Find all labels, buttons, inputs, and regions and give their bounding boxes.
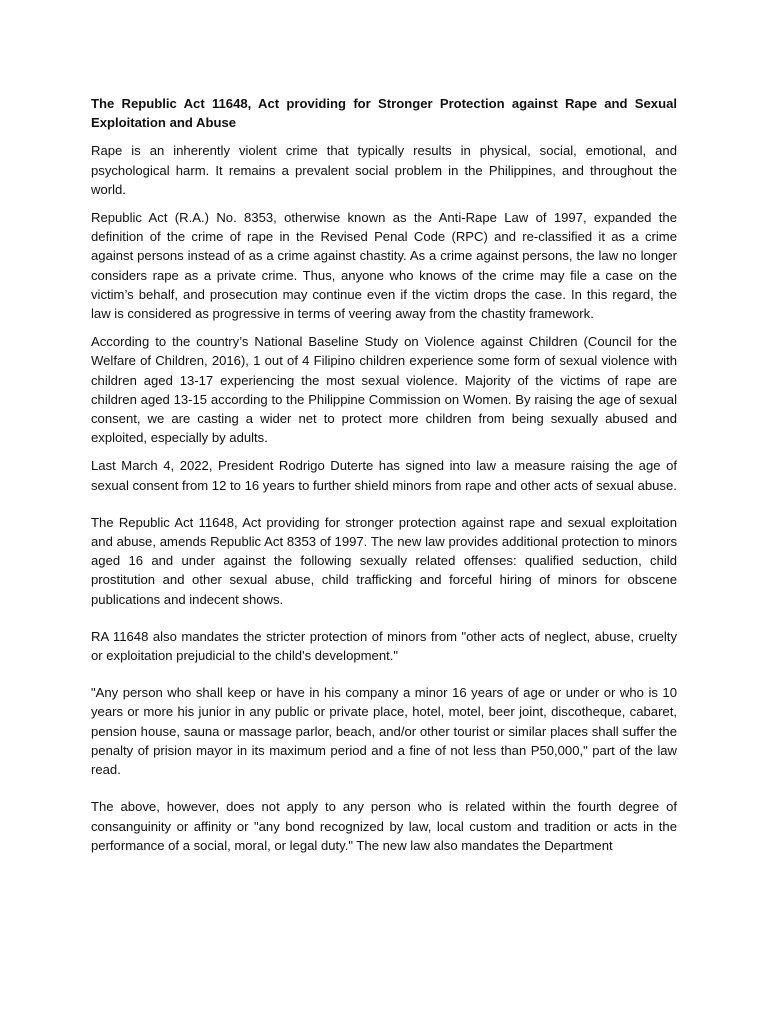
paragraph-rape-overview: Rape is an inherently violent crime that typically results in physical, social, emotional, and psychological harm. It remains a prevalent social problem in the Philippines, and throughout the world. <box>91 143 677 197</box>
paragraph-law-signed: Last March 4, 2022, President Rodrigo Duterte has signed into law a measure raising the age of sexual consent from 12 to 16 years to further shield minors from rape and other acts of sexual abuse. <box>91 458 677 493</box>
document-page <box>91 94 677 864</box>
document-title: The Republic Act 11648, Act providing for Stronger Protection against Rape and Sexual Exploitation and Abuse <box>91 96 677 131</box>
paragraph-stricter-protection: RA 11648 also mandates the stricter protection of minors from "other acts of neglect, abuse, cruelty or exploitation prejudicial to the child's development." <box>91 628 677 664</box>
paragraph-exceptions: The above, however, does not apply to any person who is related within the fourth degree of consanguinity or affinity or "any bond recognized by law, local custom and tradition or acts in the performance of a social, moral, or legal duty." The new law also mandates the Department <box>91 799 677 853</box>
paragraph-ra-11648: The Republic Act 11648, Act providing for stronger protection against rape and sexual exploitation and abuse, amends Republic Act 8353 of 1997. The new law provides additional protection to minors aged 16 and under against the following sexually related offenses: qualified seduction, child prostitution and other sexual abuse, child trafficking and forceful hiring of minors for obscene publications and indecent shows. <box>91 514 677 607</box>
paragraph-anti-rape-law: Republic Act (R.A.) No. 8353, otherwise known as the Anti-Rape Law of 1997, expanded the definition of the crime of rape in the Revised Penal Code (RPC) and re-classified it as a crime against persons instead of as a crime against chastity. As a crime against persons, the law no longer considers rape as a private crime. Thus, anyone who knows of the crime may file a case on the victim’s behalf, and prosecution may continue even if the victim drops the case. In this regard, the law is considered as progressive in terms of veering away from the chastity framework. <box>91 210 677 322</box>
paragraph-law-quote: "Any person who shall keep or have in his company a minor 16 years of age or under or who is 10 years or more his junior in any public or private place, hotel, motel, beer joint, discotheque, cabaret, pension house, sauna or massage parlor, beach, and/or other tourist or similar places shall suffer the penalty of prision mayor in its maximum period and a fine of not less than P50,000," part of the law read. <box>91 685 677 778</box>
paragraph-baseline-study: According to the country’s National Baseline Study on Violence against Children (Council for the Welfare of Children, 2016), 1 out of 4 Filipino children experience some form of sexual violence with children aged 13-17 experiencing the most sexual violence. Majority of the victims of rape are children aged 13-15 according to the Philippine Commission on Women. By raising the age of sexual consent, we are casting a wider net to protect more children from being sexually abused and exploited, especially by adults. <box>91 334 677 446</box>
